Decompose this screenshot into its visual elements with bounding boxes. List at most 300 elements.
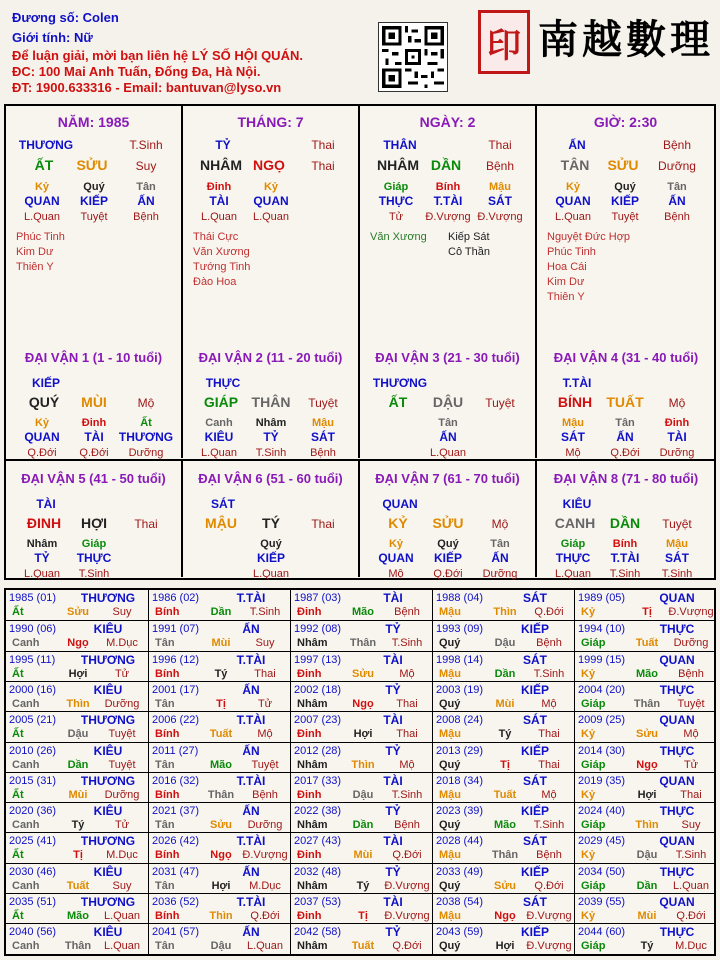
hidden-stem: Canh [205,417,233,429]
year-god: KIÊU [93,743,123,758]
year-god: THƯƠNG [80,652,136,667]
year-branch: Thìn [635,819,659,832]
year-cell[interactable] [290,652,432,682]
year-label: 2009 (25) [578,714,626,727]
pillar-3 [360,106,537,340]
year-state: M.Dục [249,879,281,892]
year-god: T.TÀI [236,652,266,667]
year-state: Q.Đới [534,879,564,892]
year-stem: Kỷ [581,728,596,741]
year-cell[interactable] [6,803,148,833]
year-branch: Mùi [211,637,231,650]
dai-van-title: ĐẠI VẬN 4 (31 - 40 tuổi) [553,350,699,365]
dai-van-stem: ẤT [388,394,408,410]
year-cell[interactable] [432,803,574,833]
year-cell[interactable] [6,682,148,712]
hidden-stem: Nhâm [26,538,58,550]
year-cell[interactable] [574,773,714,803]
year-state: Thai [538,728,560,741]
dai-van-title: ĐẠI VẬN 1 (1 - 10 tuổi) [24,350,163,365]
hidden-state: Dưỡng [128,447,164,459]
year-branch: Tuất [351,940,375,953]
year-branch: Mùi [68,788,88,801]
year-stem: Kỷ [581,849,596,862]
year-god: TỶ [385,622,401,637]
year-stem: Đinh [297,910,322,922]
dai-van-god: SÁT [211,497,235,511]
year-state: Bệnh [536,637,562,650]
dai-van-title: ĐẠI VẬN 5 (41 - 50 tuổi) [21,471,166,486]
year-god: TÀI [383,591,403,605]
year-stem: Kỷ [581,606,596,618]
year-cell[interactable] [432,712,574,742]
year-label: 2042 (58) [294,926,342,939]
hidden-state: Đ.Vượng [425,211,471,223]
year-stem: Mậu [439,606,461,618]
header [0,0,720,100]
dai-van-4 [537,340,715,458]
year-label: 2002 (18) [294,683,342,696]
year-stem: Đinh [297,667,322,680]
year-cell[interactable] [574,590,714,620]
year-stem: Ất [12,849,24,862]
year-state: Suy [255,637,275,650]
year-god: ẤN [242,864,260,879]
year-stem: Nhâm [297,758,328,771]
pillar-4 [537,106,714,340]
year-cell[interactable] [574,894,714,924]
year-branch: Dần [494,667,516,680]
dai-van-god: T.TÀI [562,376,592,390]
pillar-top-state: Bệnh [662,138,692,152]
dai-van-5 [6,459,183,580]
year-label: 1988 (04) [436,592,484,604]
year-stem: Ất [12,728,24,741]
year-god: KIẾP [520,925,549,940]
year-stem: Giáp [581,637,606,650]
year-label: 2036 (52) [152,896,200,908]
four-pillars-panel [4,104,716,342]
hidden-god: QUAN [24,430,60,444]
year-cell[interactable] [432,833,574,863]
year-branch: Tuất [66,879,90,892]
year-cell[interactable] [148,621,290,651]
hidden-state: Bệnh [664,211,690,223]
year-god: THỰC [659,864,695,879]
year-god: TỶ [385,682,401,697]
year-label: 2031 (47) [152,865,200,878]
year-god: QUAN [659,895,695,909]
year-label: 1995 (11) [9,653,56,666]
year-cell[interactable] [6,621,148,651]
year-god: TỶ [385,743,401,758]
year-cell[interactable] [432,743,574,773]
hidden-state: Bệnh [133,211,159,223]
dai-van-1 [6,340,183,458]
year-row [6,681,714,711]
year-cell[interactable] [148,652,290,682]
year-branch: Hợi [637,788,657,801]
year-branch: Thân [207,788,235,801]
year-stem: Đinh [297,788,322,801]
hidden-state: T.Sinh [78,568,110,580]
year-label: 2004 (20) [578,683,626,696]
hidden-state: L.Quan [200,447,238,459]
year-state: M.Dục [106,637,138,650]
dai-van-branch: SỬU [432,515,464,531]
year-cell[interactable] [290,864,432,894]
hidden-state: Tử [388,211,404,223]
star-list-secondary [448,230,490,260]
dai-van-title: ĐẠI VẬN 8 (71 - 80 tuổi) [553,471,699,486]
hidden-god: QUAN [253,194,289,208]
year-branch: Mùi [353,849,373,862]
year-cell[interactable] [6,924,148,954]
year-stem: Giáp [581,819,606,832]
year-god: THƯƠNG [80,591,136,605]
year-cell[interactable] [148,590,290,620]
year-god: KIẾP [520,864,549,879]
dai-van-branch: TÝ [262,515,280,531]
hidden-state: L.Quan [429,447,467,459]
year-label: 2003 (19) [436,683,484,696]
year-label: 2014 (30) [578,744,626,757]
year-cell[interactable] [290,743,432,773]
year-god: TÀI [383,773,403,788]
star-item: Thái Cực [193,231,239,243]
year-stem: Canh [12,697,40,710]
hidden-stem: Đinh [81,417,107,429]
year-cell[interactable] [574,924,714,954]
pillar-branch: SỬU [76,157,108,173]
seal-stamp-icon: 印 [478,10,530,74]
year-state: Dưỡng [673,637,709,650]
dai-van-stem: CANH [554,515,596,531]
year-cell[interactable] [574,652,714,682]
year-branch: Tị [642,606,652,618]
year-cell[interactable] [148,894,290,924]
year-cell[interactable] [148,924,290,954]
year-state: Đ.Vượng [384,910,430,922]
star-item: Kim Dư [16,246,54,258]
year-stem: Đinh [297,849,322,862]
year-cell[interactable] [432,682,574,712]
dai-van-god: TÀI [36,497,56,511]
year-god: SÁT [523,652,547,667]
year-branch: Dần [67,758,89,771]
year-cell[interactable] [290,590,432,620]
year-cell[interactable] [290,894,432,924]
star-item: Đào Hoa [193,276,237,288]
year-cell[interactable] [574,864,714,894]
year-state: L.Quan [672,879,710,892]
year-label: 2008 (24) [436,714,484,727]
year-cell[interactable] [148,712,290,742]
year-label: 1987 (03) [294,592,342,604]
year-branch: Mùi [637,910,657,922]
pillar-branch: NGỌ [253,157,285,173]
year-cell[interactable] [290,924,432,954]
hidden-stem: Quý [260,538,282,550]
year-state: Thai [396,728,418,741]
year-cell[interactable] [6,864,148,894]
year-cell[interactable] [432,590,574,620]
year-cell[interactable] [148,864,290,894]
dai-van-2 [183,340,360,458]
hidden-god: ẤN [491,551,509,565]
hidden-god: SÁT [561,430,585,444]
year-cell[interactable] [6,833,148,863]
year-god: QUAN [659,713,695,728]
year-row [6,711,714,741]
year-stem: Quý [439,819,461,832]
year-cell[interactable] [432,894,574,924]
year-cell[interactable] [290,621,432,651]
year-stem: Canh [12,637,40,650]
year-branch: Hợi [211,879,231,892]
dai-van-branch: DẦN [609,515,641,531]
year-state: Đ.Vượng [526,940,572,953]
year-branch: Dần [210,606,232,618]
year-cell[interactable] [574,803,714,833]
year-cell[interactable] [148,743,290,773]
year-state: Thai [680,788,702,801]
owner-name: Đương số: Colen [12,10,119,25]
year-cell[interactable] [574,621,714,651]
hidden-stem: Kỷ [388,538,404,550]
year-god: ẤN [242,925,260,940]
year-branch: Dần [352,819,374,832]
year-cell[interactable] [6,590,148,620]
pillar-2 [183,106,360,340]
year-branch: Tuất [635,637,659,650]
year-cell[interactable] [574,833,714,863]
hidden-state: Q.Đới [610,447,640,459]
year-state: T.Sinh [533,667,565,680]
year-cell[interactable] [148,682,290,712]
year-cell[interactable] [574,682,714,712]
year-state: Bệnh [394,819,420,832]
hidden-god: THỰC [76,551,112,565]
gender: Giới tính: Nữ [12,30,93,45]
dai-van-7 [360,459,537,580]
year-stem: Bính [155,728,180,741]
year-label: 1993 (09) [436,623,484,636]
qr-code-icon[interactable] [378,22,448,92]
year-state: Đ.Vượng [668,606,714,618]
year-god: ẤN [242,743,260,758]
year-state: T.Sinh [675,849,707,862]
hidden-state: Q.Đới [27,447,57,459]
year-row [6,620,714,650]
year-state: Suy [112,879,132,892]
year-branch: Mão [67,910,89,922]
hidden-state: Dưỡng [659,447,695,459]
year-branch: Tý [356,879,370,892]
year-cell[interactable] [432,864,574,894]
hidden-state: Mộ [565,447,581,459]
dai-van-god: QUAN [382,497,418,511]
year-stem: Giáp [581,697,606,710]
pillar-top-god: THƯƠNG [18,138,74,152]
year-label: 2038 (54) [436,896,484,908]
hidden-god: ẤN [668,194,686,208]
year-branch: Mão [494,819,516,832]
year-stem: Kỷ [581,788,596,801]
year-god: THỰC [659,925,695,940]
hidden-state: Bệnh [310,447,336,459]
year-label: 2041 (57) [152,926,200,939]
star-item: Cô Thần [448,246,490,258]
hidden-god: T.TÀI [433,194,463,208]
star-item: Hoa Cái [547,261,587,273]
year-state: Thai [396,697,418,710]
year-label: 2023 (39) [436,805,484,818]
year-god: KIÊU [93,864,123,879]
year-stem: Mậu [439,728,461,741]
hidden-god: TỶ [263,430,279,444]
year-branch: Thân [491,849,519,862]
year-state: Mộ [541,697,557,710]
year-god: KIÊU [93,925,123,940]
year-label: 1985 (01) [9,592,57,604]
pillar-top-state: Thai [488,138,512,152]
year-cell[interactable] [6,652,148,682]
dai-van-state: Thai [311,517,335,531]
dai-van-title: ĐẠI VẬN 6 (51 - 60 tuổi) [198,471,343,486]
dai-van-title: ĐẠI VẬN 7 (61 - 70 tuổi) [375,471,520,486]
year-god: KIẾP [520,804,549,819]
year-stem: Nhâm [297,637,328,650]
year-state: Q.Đới [250,910,280,922]
year-stem: Nhâm [297,940,328,953]
year-cell[interactable] [432,621,574,651]
year-cell[interactable] [6,894,148,924]
year-god: TÀI [383,652,403,667]
year-cell[interactable] [148,773,290,803]
year-cell[interactable] [290,803,432,833]
year-stem: Ất [12,788,24,801]
year-cell[interactable] [290,682,432,712]
year-cell[interactable] [148,803,290,833]
year-branch: Dần [636,879,658,892]
year-label: 2044 (60) [578,926,626,939]
year-stem: Đinh [297,606,322,618]
year-god: SÁT [523,773,547,788]
year-branch: Ngọ [494,910,516,922]
year-god: T.TÀI [236,895,266,909]
hidden-stem: Quý [83,181,105,193]
pillar-title: THÁNG: 7 [237,114,304,130]
year-branch: Thìn [209,910,233,922]
year-cell[interactable] [290,712,432,742]
year-cell[interactable] [432,773,574,803]
hidden-state: Tuyệt [611,211,639,223]
year-god: TÀI [383,713,403,728]
year-stem: Tân [155,637,175,650]
year-cell[interactable] [432,924,574,954]
hidden-god: QUAN [24,194,60,208]
year-god: SÁT [523,713,547,728]
year-cell[interactable] [148,833,290,863]
year-cell[interactable] [290,833,432,863]
year-cell[interactable] [574,743,714,773]
dai-van-stem: GIÁP [203,394,239,410]
hidden-stem: Bính [435,181,461,193]
year-cell[interactable] [432,652,574,682]
year-branch: Tý [498,728,512,741]
hidden-god: T.TÀI [610,551,640,565]
year-god: KIÊU [93,804,123,819]
year-state: L.Quan [103,940,141,953]
year-god: SÁT [523,591,547,605]
hidden-stem: Quý [614,181,636,193]
year-cell[interactable] [574,712,714,742]
pillar-stem: ẤT [34,157,54,173]
pillar-top-god: TỶ [215,138,231,152]
year-stem: Tân [155,697,175,710]
hidden-god: TÀI [209,194,229,208]
hidden-stem: Kỷ [565,181,581,193]
pillar-top-god: ẤN [568,138,586,152]
year-label: 2001 (17) [152,683,200,696]
year-god: THƯƠNG [80,895,136,909]
dai-van-branch: HỢI [81,515,107,531]
year-label: 2020 (36) [9,805,57,818]
year-state: Suy [112,606,132,618]
hidden-state: Đ.Vượng [477,211,523,223]
year-label: 2021 (37) [152,805,200,818]
year-cell[interactable] [6,712,148,742]
year-god: T.TÀI [236,591,266,605]
dai-van-branch: MÙI [81,394,107,410]
pillar-stem: TÂN [560,157,590,173]
year-cell[interactable] [6,773,148,803]
year-state: Bệnh [252,788,278,801]
year-branch: Sửu [493,879,517,892]
year-branch: Sửu [635,728,659,741]
hidden-stem: Đinh [206,181,232,193]
hidden-stem: Bính [612,538,638,550]
hidden-god: KIẾP [610,194,639,208]
year-label: 1998 (14) [436,653,484,666]
year-god: QUAN [659,591,695,605]
year-stem: Tân [155,940,175,953]
hidden-stem: Tân [438,417,458,429]
year-cell[interactable] [290,773,432,803]
year-stem: Bính [155,788,180,801]
year-label: 1996 (12) [152,653,200,666]
contact-invite: Để luận giải, mời bạn liên hệ LÝ SỐ HỘI QUÁN. [12,48,303,63]
year-state: Mộ [257,728,273,741]
year-state: T.Sinh [533,819,565,832]
hidden-state: L.Quan [554,568,592,580]
year-god: ẤN [242,622,260,637]
hidden-god: SÁT [311,430,335,444]
year-cell[interactable] [6,743,148,773]
year-label: 2040 (56) [9,926,57,939]
pillar-stem: NHÂM [377,157,419,173]
year-state: Tuyệt [677,697,705,710]
year-god: T.TÀI [236,834,266,849]
year-branch: Mão [636,667,658,680]
hidden-stem: Ất [140,417,152,429]
dai-van-stem: BÍNH [557,394,593,410]
year-god: THƯƠNG [80,713,136,728]
year-label: 2043 (59) [436,926,484,939]
year-label: 2024 (40) [578,805,626,818]
hidden-stem: Kỷ [263,181,279,193]
